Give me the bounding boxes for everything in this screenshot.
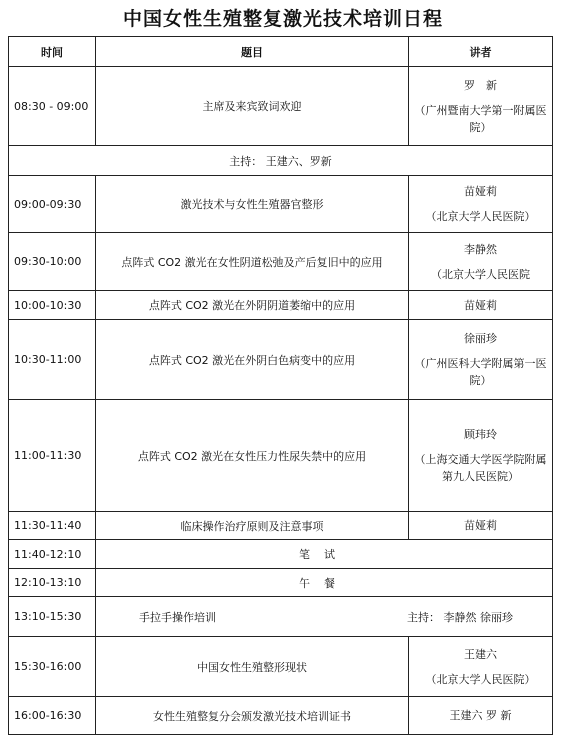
row-topic: 手拉手操作培训 bbox=[139, 610, 216, 624]
lunch-session bbox=[96, 569, 553, 597]
lunch-label: 午餐 bbox=[299, 576, 349, 590]
table-row bbox=[9, 146, 553, 176]
workshop-session bbox=[96, 597, 553, 637]
table-row bbox=[9, 291, 553, 320]
row-topic: 主席及来宾致词欢迎 bbox=[96, 67, 409, 146]
speaker-name: 李静然 bbox=[464, 242, 497, 256]
speaker-affiliation: （北京大学人民医院） bbox=[425, 672, 536, 686]
row-topic: 点阵式 CO2 激光在女性阴道松弛及产后复旧中的应用 bbox=[96, 233, 409, 291]
row-topic: 中国女性生殖整形现状 bbox=[96, 637, 409, 697]
row-time: 08:30 - 09:00 bbox=[9, 67, 96, 146]
row-time: 15:30-16:00 bbox=[9, 637, 96, 697]
row-topic: 临床操作治疗原则及注意事项 bbox=[96, 512, 409, 540]
row-speaker bbox=[409, 67, 553, 146]
schedule-table bbox=[8, 36, 553, 735]
speaker-name: 王建六 bbox=[464, 647, 497, 661]
row-time: 11:40-12:10 bbox=[9, 540, 96, 569]
row-time: 11:00-11:30 bbox=[9, 400, 96, 512]
speaker-name: 苗娅莉 bbox=[464, 519, 497, 532]
row-time: 10:00-10:30 bbox=[9, 291, 96, 320]
row-speaker bbox=[409, 176, 553, 233]
row-topic: 激光技术与女性生殖器官整形 bbox=[96, 176, 409, 233]
row-time: 11:30-11:40 bbox=[9, 512, 96, 540]
page-title: 中国女性生殖整复激光技术培训日程 bbox=[122, 8, 443, 30]
row-time: 16:00-16:30 bbox=[9, 697, 96, 735]
table-row bbox=[9, 512, 553, 540]
speaker-name: 顾玮玲 bbox=[464, 428, 497, 441]
speaker-affiliation: （上海交通大学医学院附属第九人民医院） bbox=[414, 453, 547, 483]
speaker-name: 罗 新 bbox=[464, 78, 497, 92]
exam-label: 笔试 bbox=[299, 548, 349, 561]
table-row bbox=[9, 67, 553, 146]
row-speaker bbox=[409, 291, 553, 320]
row-topic: 点阵式 CO2 激光在女性压力性尿失禁中的应用 bbox=[96, 400, 409, 512]
row-time: 09:00-09:30 bbox=[9, 176, 96, 233]
exam-session bbox=[96, 540, 553, 569]
row-speaker bbox=[409, 697, 553, 735]
moderator-row: 主持： 王建六、罗新 bbox=[9, 146, 553, 176]
row-time: 12:10-13:10 bbox=[9, 569, 96, 597]
row-speaker bbox=[409, 233, 553, 291]
table-row bbox=[9, 320, 553, 400]
row-topic: 点阵式 CO2 激光在外阴白色病变中的应用 bbox=[96, 320, 409, 400]
header-time: 时间 bbox=[9, 37, 96, 67]
header-topic: 题目 bbox=[96, 37, 409, 67]
row-time: 13:10-15:30 bbox=[9, 597, 96, 637]
row-topic: 点阵式 CO2 激光在外阴阴道萎缩中的应用 bbox=[96, 291, 409, 320]
speaker-name: 王建六 罗 新 bbox=[449, 709, 512, 722]
header-speaker: 讲者 bbox=[409, 37, 553, 67]
speaker-affiliation: （北京大学人民医院） bbox=[425, 210, 536, 223]
table-row bbox=[9, 637, 553, 697]
table-row bbox=[9, 233, 553, 291]
table-row bbox=[9, 400, 553, 512]
row-speaker bbox=[409, 637, 553, 697]
row-time: 09:30-10:00 bbox=[9, 233, 96, 291]
speaker-affiliation: （北京大学人民医院 bbox=[431, 267, 530, 281]
speaker-name: 苗娅莉 bbox=[464, 298, 497, 312]
table-row bbox=[9, 176, 553, 233]
row-speaker bbox=[409, 512, 553, 540]
table-row bbox=[9, 597, 553, 637]
table-row bbox=[9, 569, 553, 597]
workshop-host: 主持： 李静然 徐丽珍 bbox=[407, 610, 513, 624]
table-header-row bbox=[9, 37, 553, 67]
speaker-name: 徐丽珍 bbox=[464, 332, 497, 345]
row-speaker bbox=[409, 400, 553, 512]
table-row bbox=[9, 697, 553, 735]
speaker-affiliation: （广州医科大学附属第一医院） bbox=[414, 357, 547, 387]
row-topic: 女性生殖整复分会颁发激光技术培训证书 bbox=[96, 697, 409, 735]
speaker-affiliation: （广州暨南大学第一附属医院） bbox=[414, 103, 547, 134]
table-row bbox=[9, 540, 553, 569]
row-time: 10:30-11:00 bbox=[9, 320, 96, 400]
row-speaker bbox=[409, 320, 553, 400]
speaker-name: 苗娅莉 bbox=[464, 185, 497, 198]
